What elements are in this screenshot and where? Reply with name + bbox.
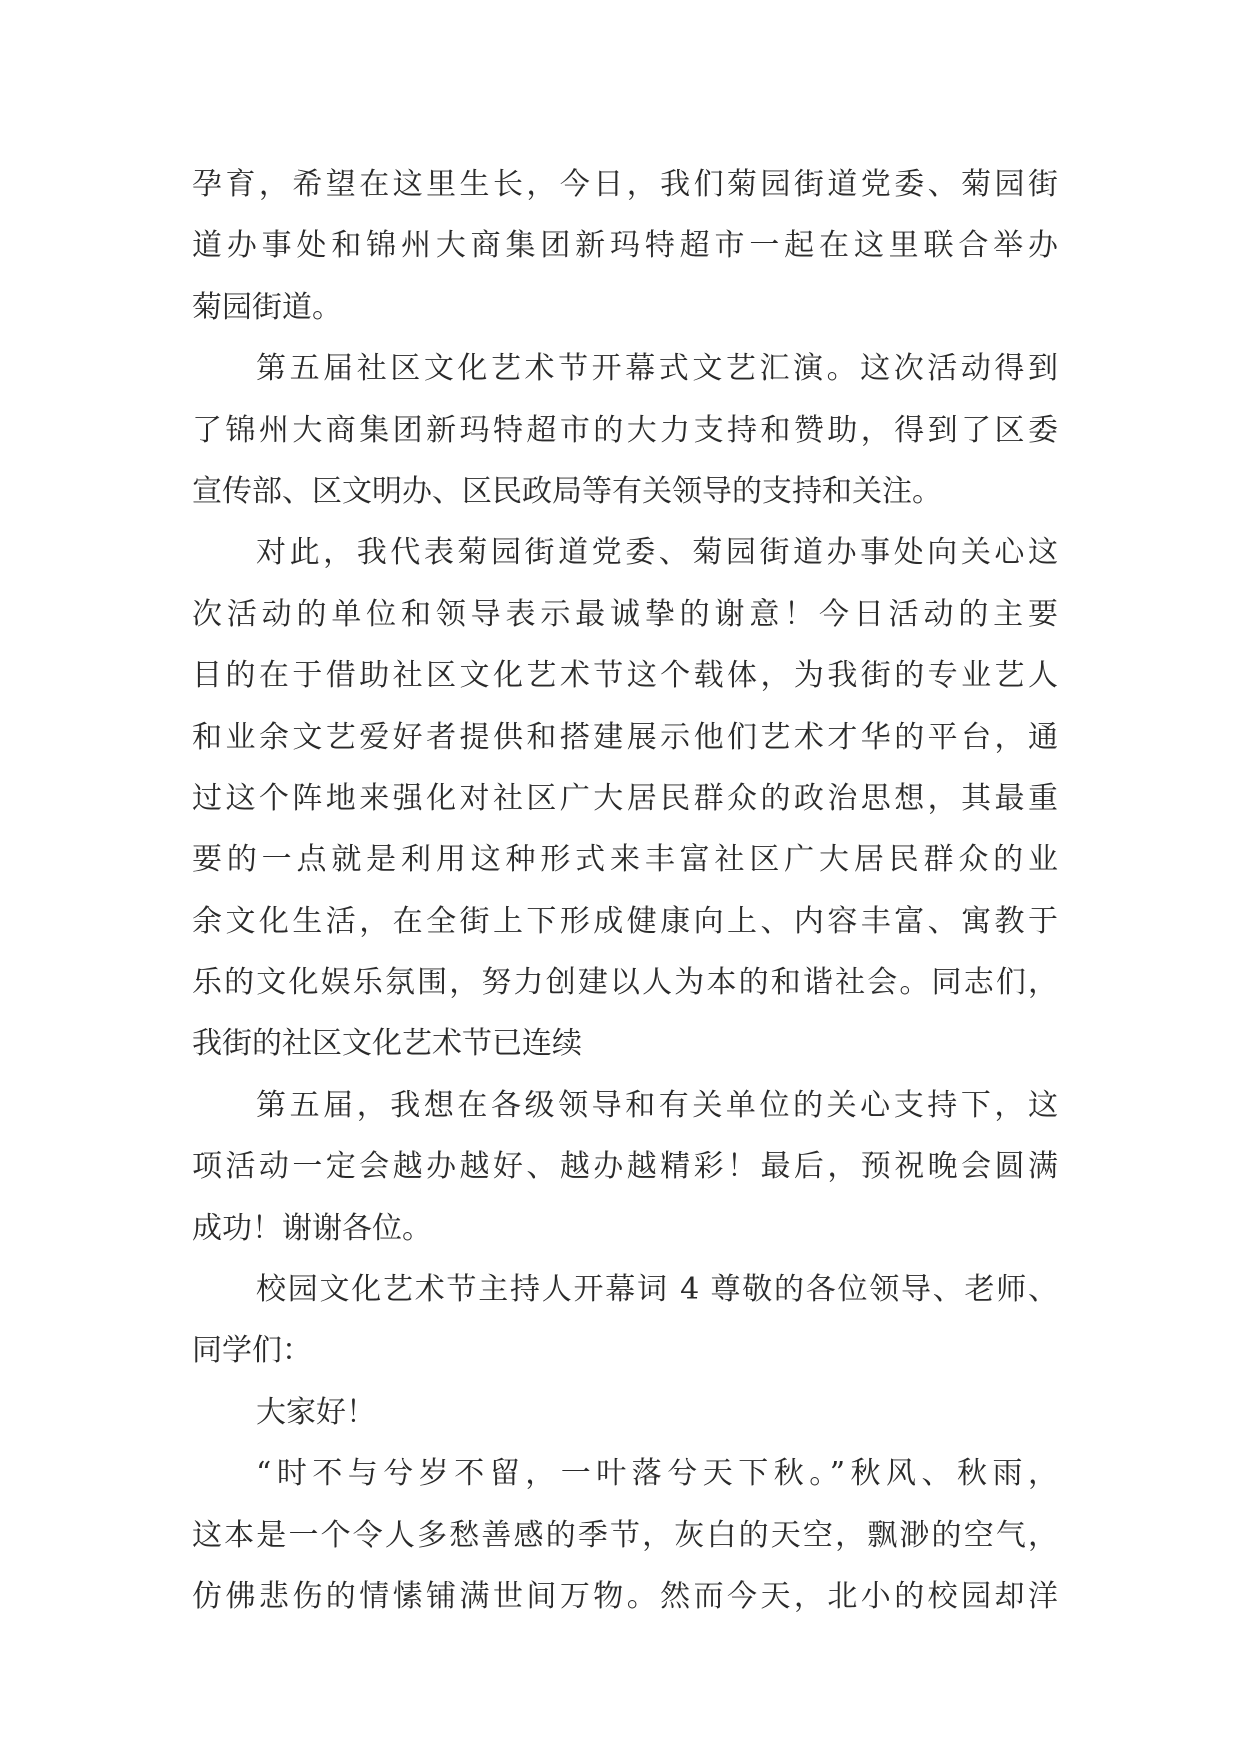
paragraph — [192, 1075, 1058, 1259]
text-line: 我街的社区文化艺术节已连续 — [192, 1026, 582, 1062]
text-line: 道办事处和锦州大商集团新玛特超市一起在这里联合举办 — [192, 228, 1058, 264]
paragraph — [192, 1443, 1058, 1627]
document-body — [192, 154, 1058, 1627]
text-line: 仿佛悲伤的情愫铺满世间万物。然而今天，北小的校园却洋 — [192, 1578, 1058, 1614]
text-line: 了锦州大商集团新玛特超市的大力支持和赞助，得到了区委 — [192, 412, 1058, 448]
paragraph — [192, 1382, 1058, 1443]
text-line: 孕育，希望在这里生长，今日，我们菊园街道党委、菊园街 — [192, 167, 1058, 202]
text-line: 菊园街道。 — [192, 289, 342, 325]
text-line: 校园文化艺术节主持人开幕词 4 尊敬的各位领导、老师、 — [256, 1272, 1058, 1308]
paragraph — [192, 338, 1058, 522]
text-line: 这本是一个令人多愁善感的季节，灰白的天空，飘渺的空气， — [192, 1517, 1058, 1553]
text-line: 和业余文艺爱好者提供和搭建展示他们艺术才华的平台，通 — [192, 719, 1058, 755]
text-line: 过这个阵地来强化对社区广大居民群众的政治思想，其最重 — [192, 780, 1058, 816]
text-line: 乐的文化娱乐氛围，努力创建以人为本的和谐社会。同志们， — [192, 965, 1058, 1001]
text-line: 余文化生活，在全街上下形成健康向上、内容丰富、寓教于 — [192, 903, 1058, 939]
text-line: 项活动一定会越办越好、越办越精彩！最后，预祝晚会圆满 — [192, 1149, 1058, 1185]
text-line: 要的一点就是利用这种形式来丰富社区广大居民群众的业 — [192, 842, 1058, 878]
paragraph — [192, 154, 1058, 338]
text-line: 成功！谢谢各位。 — [192, 1210, 432, 1246]
text-line: 对此，我代表菊园街道党委、菊园街道办事处向关心这 — [256, 535, 1058, 571]
text-line: 第五届社区文化艺术节开幕式文艺汇演。这次活动得到 — [256, 351, 1058, 387]
text-line: 同学们： — [192, 1333, 312, 1369]
paragraph — [192, 522, 1058, 1075]
text-line: “时不与兮岁不留，一叶落兮天下秋。”秋风、秋雨， — [256, 1456, 1058, 1492]
text-line: 大家好！ — [256, 1394, 376, 1430]
text-line: 宣传部、区文明办、区民政局等有关领导的支持和关注。 — [192, 473, 942, 509]
text-line: 次活动的单位和领导表示最诚挚的谢意！今日活动的主要 — [192, 596, 1058, 632]
text-line: 第五届，我想在各级领导和有关单位的关心支持下，这 — [256, 1087, 1058, 1123]
paragraph — [192, 1259, 1058, 1382]
text-line: 目的在于借助社区文化艺术节这个载体，为我街的专业艺人 — [192, 658, 1058, 694]
